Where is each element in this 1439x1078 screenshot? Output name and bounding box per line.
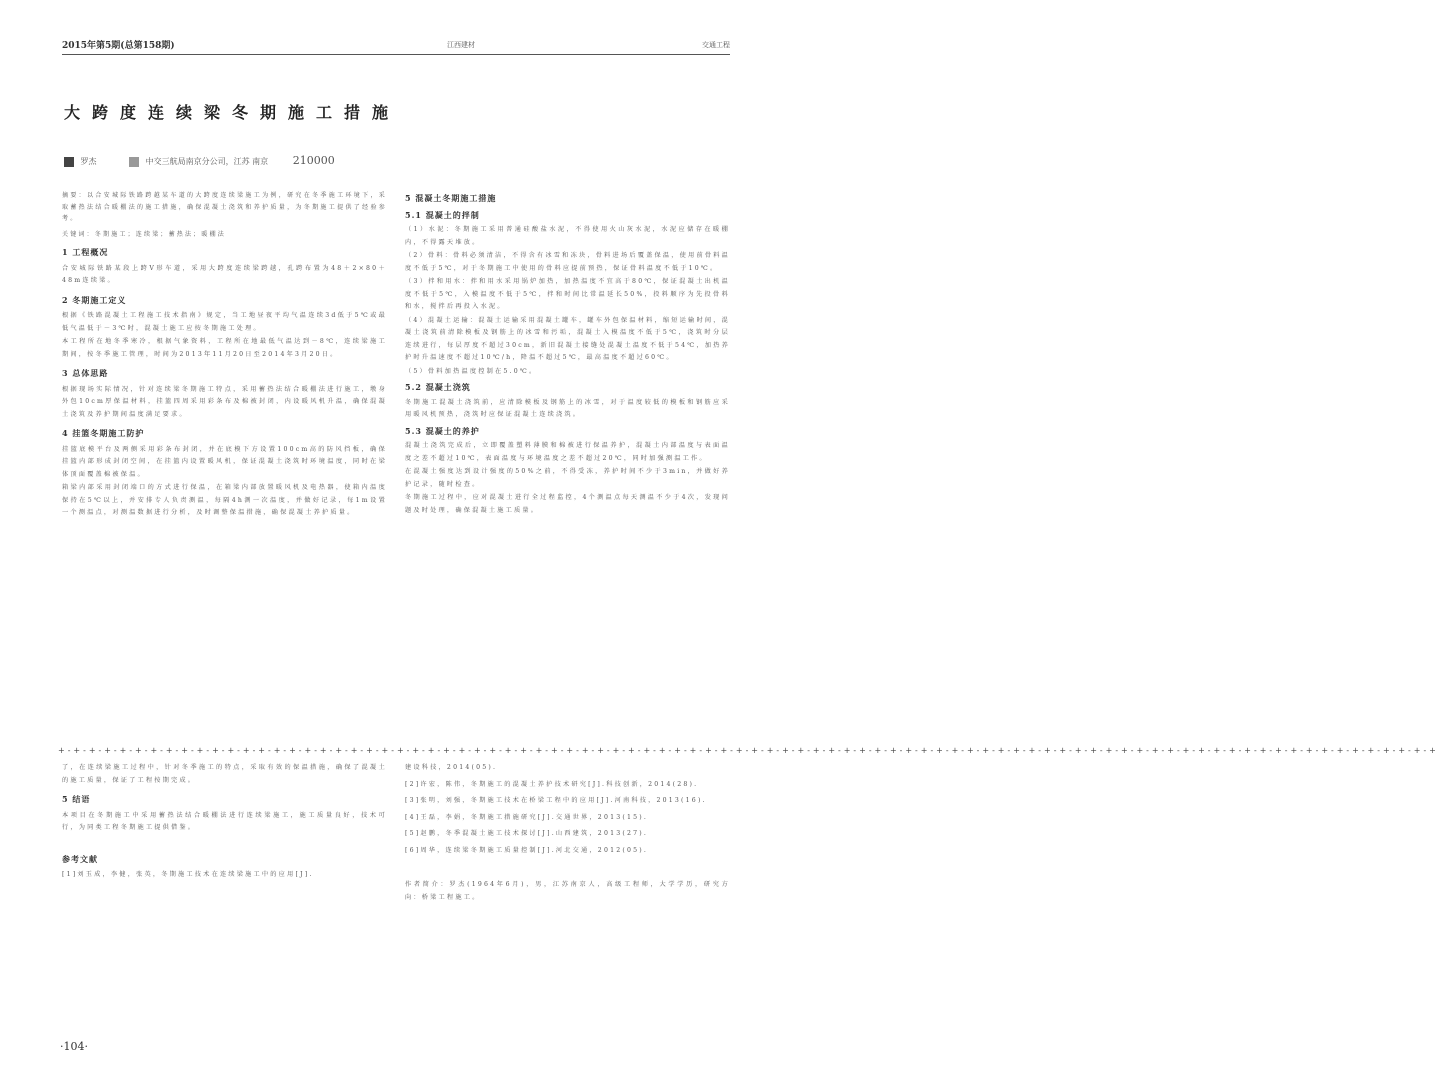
paragraph: （4）混凝土运输：混凝土运输采用混凝土罐车，罐车外包保温材料，缩短运输时间，混凝土浇筑前清除模板及钢筋上的冰雪和污垢，混凝土入模温度不低于5℃，浇筑时分层连续进行，每层厚度不超过30cm，新旧混凝土接缝处混凝土温度不低于54℃，加热养护时升温速度不超过10℃/h，降温不超过5℃，最高温度不超过60℃。 [405, 316, 730, 361]
journal-name: 江西建材 [447, 41, 475, 49]
subsection-heading: 5.3 混凝土的养护 [405, 425, 480, 436]
page-divider: +-+-+-+-+-+-+-+-+-+-+-+-+-+-+-+-+-+-+-+-+-+-+-+-+-+-+-+-+-+-+-+-+-+-+-+-+-+-+-+-+-+-+-+-+-+-+-+-+-+-+-+-+-+-+-+-+-+-+-+-+-+-+-+-+-+-+-+-+-+-+-+-+-+-+-+-+-+-+-+-+-+-+-+-+-+-+-+-+-+ [58, 746, 1439, 755]
paragraph: 本工程所在地冬季寒冷，根据气象资料，工程所在地最低气温达到－8℃，连续梁施工期间，按冬季施工管理，时间为2013年11月20日至2014年3月20日。 [62, 338, 387, 358]
reference-item: [5]赵鹏，冬季混凝土施工技术探讨[J].山西建筑，2013(27). [405, 830, 649, 837]
section-heading: 5 混凝土冬期施工措施 [405, 193, 497, 203]
author-line [64, 154, 730, 167]
paragraph: 冬期施工过程中，应对混凝土进行全过程监控，4个测温点每天测温不少于4次，发现问题及时处理，确保混凝土施工质量。 [405, 494, 730, 514]
paragraph: 根据《铁路混凝土工程施工技术指南》规定，当工地昼夜平均气温连续3d低于5℃或最低气温低于－3℃时，混凝土施工应按冬期施工处理。 [62, 312, 387, 332]
paragraph: 挂篮底模平台及两侧采用彩条布封闭，并在底模下方设置100cm高的防风挡板，确保挂篮内部形成封闭空间，在挂篮内设置暖风机，保证混凝土浇筑时环境温度，同时在梁体顶面覆盖棉被保温。 [62, 445, 387, 478]
author-marker-icon [64, 157, 74, 167]
author-bio: 作者简介：罗杰(1964年6月)，男，江苏南京人，高级工程师，大学学历，研究方向：桥梁工程施工。 [405, 881, 730, 901]
section-heading: 1 工程概况 [62, 247, 109, 257]
bottom-left-column [62, 762, 387, 883]
postcode: 210000 [292, 154, 335, 167]
left-column [62, 190, 387, 521]
author-name: 罗杰 [80, 157, 97, 166]
affiliation-marker-icon [129, 157, 139, 167]
section-heading: 4 挂篮冬期施工防护 [62, 428, 145, 438]
author-affiliation: 中交三航局南京分公司，江苏 南京 [145, 157, 269, 166]
page-number: ·104· [60, 1040, 88, 1053]
paragraph: 根据现场实际情况，针对连续梁冬期施工特点，采用蓄热法结合暖棚法进行施工，墩身外包10cm厚保温材料，挂篮四周采用彩条布及棉被封闭，内设暖风机升温，确保混凝土浇筑及养护期间温度满足要求。 [62, 385, 387, 418]
paragraph: 箱梁内部采用封闭端口的方式进行保温，在箱梁内部放置暖风机及电热器，使箱内温度保持在5℃以上，并安排专人负责测温，每隔4h测一次温度，并做好记录，每1m设置一个测温点，对测温数据进行分析，及时调整保温措施，确保混凝土养护质量。 [62, 484, 387, 516]
paragraph: 在混凝土强度达到设计强度的50%之前，不得受冻，养护时间不少于3min，并做好养护记录，随时检查。 [405, 468, 730, 488]
paragraph: （5）骨料加热温度控制在5.0℃。 [405, 367, 538, 375]
paragraph: （2）骨料：骨料必须清洁，不得含有冰雪和冻块，骨料进场后覆盖保温，使用前骨料温度不低于5℃，对于冬期施工中使用的骨料应提前预热，保证骨料温度不低于10℃。 [405, 252, 730, 272]
subsection-heading: 5.1 混凝土的拌制 [405, 209, 480, 220]
section-name: 交通工程 [702, 41, 730, 49]
abstract: 摘要：以合安城际铁路跨越某车道的大跨度连续梁施工为例，研究在冬季施工环境下，采取蓄热法结合暖棚法的施工措施，确保混凝土浇筑和养护质量，为冬期施工提供了经验参考。 [62, 192, 387, 222]
paragraph: 本项目在冬期施工中采用蓄热法结合暖棚法进行连续梁施工，施工质量良好，技术可行，为同类工程冬期施工提供借鉴。 [62, 811, 387, 831]
reference-item: 建设科技，2014(05). [405, 764, 498, 771]
paragraph: 混凝土浇筑完成后，立即覆盖塑料薄膜和棉被进行保温养护，混凝土内部温度与表面温度之差不超过10℃，表面温度与环境温度之差不超过20℃，同时加强测温工作。 [405, 442, 730, 462]
keywords: 关键词：冬期施工；连续梁；蓄热法；暖棚法 [62, 230, 227, 238]
reference-item: [2]许宏，陈伟，冬期施工的混凝土养护技术研究[J].科技创新，2014(28). [405, 780, 699, 788]
reference-item: [6]周华，连续梁冬期施工质量控制[J].河北交通，2012(05). [405, 846, 649, 854]
article-title: 大跨度连续梁冬期施工措施 [64, 103, 401, 122]
reference-item: [1]刘玉成，李健，张英，冬期施工技术在连续梁施工中的应用[J]. [62, 871, 314, 878]
bottom-right-column [405, 762, 730, 905]
section-heading: 5 结语 [62, 794, 91, 804]
section-heading: 2 冬期施工定义 [62, 294, 127, 305]
running-header [62, 38, 730, 55]
paragraph: 合安城际铁路某段上跨V形车道，采用大跨度连续梁跨越，孔跨布置为48＋2×80＋48m连续梁。 [62, 264, 387, 284]
subsection-heading: 5.2 混凝土浇筑 [405, 382, 471, 392]
reference-item: [4]王磊，李娟，冬期施工措施研究[J].交通世界，2013(15). [405, 813, 649, 821]
right-column [405, 186, 730, 518]
paragraph: （1）水泥：冬期施工采用普通硅酸盐水泥，不得使用火山灰水泥，水泥应储存在暖棚内，不得露天堆放。 [405, 226, 730, 246]
paragraph: 了，在连续梁施工过程中，针对冬季施工的特点，采取有效的保温措施，确保了混凝土的施工质量，保证了工程按期完成。 [62, 764, 387, 784]
issue-info: 2015年第5期(总第158期) [62, 41, 175, 51]
section-heading: 3 总体思路 [62, 368, 109, 378]
paragraph: 冬期施工混凝土浇筑前，应清除模板及钢筋上的冰雪，对于温度较低的模板和钢筋应采用暖风机预热，浇筑时应保证混凝土连续浇筑。 [405, 398, 730, 418]
paragraph: （3）拌和用水：拌和用水采用锅炉加热，加热温度不宜高于80℃，保证混凝土出机温度不低于5℃，入模温度不低于5℃，拌和时间比常温延长50%，投料顺序为先投骨料和水，搅拌后再投入水泥。 [405, 278, 730, 310]
references-heading: 参考文献 [62, 853, 98, 864]
reference-item: [3]张明，刘强，冬期施工技术在桥梁工程中的应用[J].河南科技，2013(16). [405, 797, 707, 804]
